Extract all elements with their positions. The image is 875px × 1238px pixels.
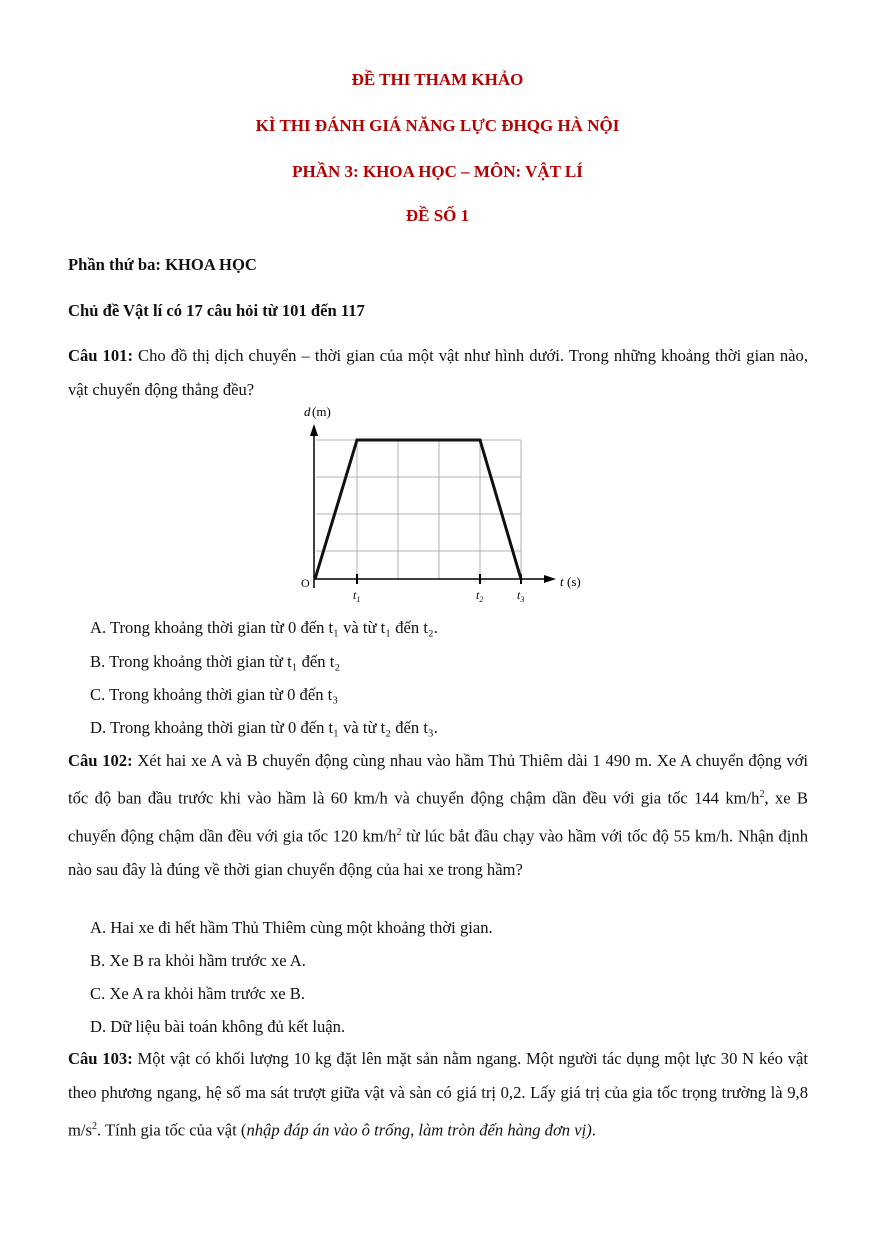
title-line-2: KÌ THI ĐÁNH GIÁ NĂNG LỰC ĐHQG HÀ NỘI xyxy=(255,116,620,135)
question-101-label: Câu 101: xyxy=(68,346,133,365)
displacement-time-graph xyxy=(280,402,610,608)
question-101 xyxy=(68,339,808,407)
question-102-label: Câu 102: xyxy=(68,751,133,770)
displacement-line xyxy=(315,440,521,579)
x-axis-unit: (s) xyxy=(567,574,581,589)
q101-option-b: B. Trong khoảng thời gian từ t₁ đến t₂ xyxy=(90,652,341,671)
question-102-sup-2: 2 xyxy=(396,826,402,838)
question-103-sup: 2 xyxy=(91,1121,97,1132)
question-103-text-3: . xyxy=(591,1120,596,1140)
topic-heading: Chủ đề Vật lí có 17 câu hỏi từ 101 đến 117 xyxy=(68,301,365,320)
x-axis-label: t xyxy=(560,574,564,589)
question-102-text-1: Xét hai xe A và B chuyển động cùng nhau vào hầm Thủ Thiêm dài 1 490 m. Xe A chuyển động với tốc độ ban đầu trước khi vào hầm là 60 km/h và chuyển động chậm dần đều với gia tốc 144 km/h xyxy=(68,751,808,808)
question-102-text-2: , xe B chuyển động chậm dần đều với gia tốc 120 km/h xyxy=(68,788,808,846)
q102-option-a: A. Hai xe đi hết hầm Thủ Thiêm cùng một khoảng thời gian. xyxy=(90,918,493,937)
title-line-4: ĐỀ SỐ 1 xyxy=(405,206,470,225)
y-axis-arrow xyxy=(310,424,318,436)
graph-grid xyxy=(316,440,521,579)
y-axis-unit: (m) xyxy=(312,404,331,419)
origin-label: O xyxy=(301,576,310,590)
title-line-3: PHẦN 3: KHOA HỌC – MÔN: VẬT LÍ xyxy=(292,162,583,181)
question-103-label: Câu 103: xyxy=(68,1049,133,1068)
t2-label: $t_2$ xyxy=(476,588,484,604)
q101-option-c: C. Trong khoảng thời gian từ 0 đến t₃ xyxy=(90,685,339,704)
section-heading: Phần thứ ba: KHOA HỌC xyxy=(68,255,257,274)
q102-option-d: D. Dữ liệu bài toán không đủ kết luận. xyxy=(90,1017,346,1036)
q102-option-c: C. Xe A ra khỏi hầm trước xe B. xyxy=(90,984,306,1003)
question-103 xyxy=(68,1042,808,1148)
question-103-text-2: . Tính gia tốc của vật ( xyxy=(96,1120,247,1140)
question-101-text: Cho đồ thị dịch chuyển – thời gian của một vật như hình dưới. Trong những khoảng thời gian nào, vật chuyển động thẳng đều? xyxy=(68,346,808,399)
question-102-sup-1: 2 xyxy=(759,789,765,800)
t1-label: $t_1$ xyxy=(353,588,361,604)
q101-option-a: A. Trong khoảng thời gian từ 0 đến t₁ và từ t₁ đến t₂. xyxy=(90,618,438,637)
title-line-1: ĐỀ THI THAM KHẢO xyxy=(351,70,524,89)
question-103-instruction: nhập đáp án vào ô trống, làm tròn đến hàng đơn vị) xyxy=(246,1120,592,1140)
q101-option-d: D. Trong khoảng thời gian từ 0 đến t₁ và từ t₂ đến t₃. xyxy=(90,718,438,737)
question-103-text-1: Một vật có khối lượng 10 kg đặt lên mặt sản nằm ngang. Một người tác dụng một lực 30 N kéo vật theo phương ngang, hệ số ma sát trượt giữa vật và sàn có giá trị 0,2. Lấy giá trị của gia tốc trọng trường là 9,8 m/s xyxy=(68,1049,808,1140)
y-axis-label: d xyxy=(304,404,311,419)
t3-label: $t_3$ xyxy=(517,588,525,604)
x-axis-arrow xyxy=(544,575,556,583)
question-102 xyxy=(68,744,808,887)
q102-option-b: B. Xe B ra khỏi hầm trước xe A. xyxy=(90,951,306,970)
question-102-text-3: từ lúc bắt đầu chạy vào hầm với tốc độ 55 km/h. Nhận định nào sau đây là đúng về thời gian chuyển động của hai xe trong hầm? xyxy=(68,826,808,880)
